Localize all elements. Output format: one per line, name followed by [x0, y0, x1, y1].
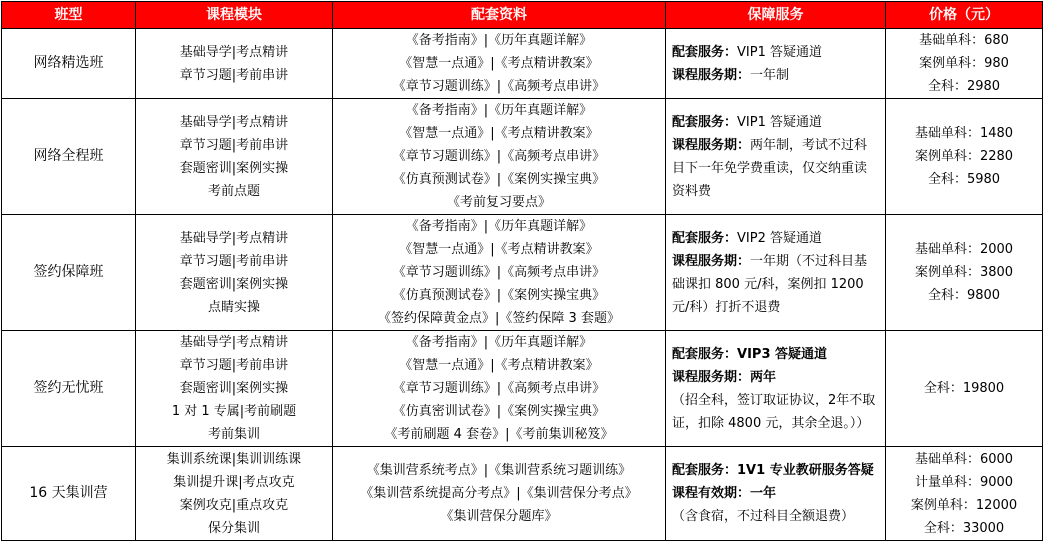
period-line [672, 482, 879, 505]
material-line: 《集训营系统考点》|《集训营系统习题训练》 [366, 463, 632, 478]
material-line: 《章节习题训练》|《高频考点串讲》 [392, 149, 606, 164]
service-value: VIP2 答疑通道 [737, 230, 822, 246]
period-label: 课程服务期： [672, 67, 751, 83]
price-cell [886, 99, 1043, 215]
module-line: 考前点题 [207, 183, 260, 199]
service-line [672, 41, 879, 64]
period-line [672, 250, 879, 319]
material-line: 《考前刷题 4 套卷》|《考前集训秘笈》 [384, 427, 614, 442]
material-line: 《备考指南》|《历年真题详解》 [405, 219, 593, 234]
course-pricing-table [1, 1, 1043, 541]
module-line: 章节习题|考前串讲 [179, 137, 289, 153]
material-line: 《考前复习要点》 [446, 195, 551, 210]
table-row [2, 215, 1043, 331]
module-line: 保分集训 [207, 520, 260, 536]
price-line: 计量单科：9000 [914, 474, 1014, 490]
price-line: 全科：9800 [927, 288, 1001, 303]
modules-cell [136, 29, 333, 99]
period-label: 课程服务期： [672, 369, 751, 385]
price-line: 全科：2980 [927, 79, 1001, 94]
material-line: 《备考指南》|《历年真题详解》 [405, 33, 593, 48]
service-value: VIP1 答疑通道 [737, 44, 822, 60]
service-cell [666, 29, 886, 99]
material-line: 《仿真预测试卷》|《案例实操宝典》 [392, 172, 606, 187]
modules-cell [136, 215, 333, 331]
material-line: 《备考指南》|《历年真题详解》 [405, 103, 593, 118]
price-line: 全科：5980 [927, 172, 1001, 187]
header-modules: 课程模块 [136, 2, 333, 29]
price-line: 案例单科：980 [919, 56, 1009, 71]
module-line: 套题密训|案例实操 [179, 160, 289, 176]
service-label: 配套服务： [672, 230, 738, 246]
table-row [2, 447, 1043, 541]
modules-cell [136, 331, 333, 447]
service-label: 配套服务： [672, 463, 738, 478]
class-name: 网络全程班 [2, 99, 136, 215]
module-line: 章节习题|考前串讲 [179, 358, 289, 373]
price-line: 全科：19800 [923, 381, 1005, 396]
period-note: （含食宿，不过科目全额退费） [672, 509, 855, 524]
price-cell [886, 331, 1043, 447]
material-line: 《智慧一点通》|《考点精讲教案》 [399, 358, 599, 373]
module-line: 1 对 1 专属|考前刷题 [171, 404, 297, 419]
service-label: 配套服务： [672, 114, 738, 130]
materials-cell [333, 215, 666, 331]
period-label: 课程服务期： [672, 253, 751, 269]
service-label: 配套服务： [672, 44, 738, 60]
header-service: 保障服务 [666, 2, 886, 29]
class-name: 签约无忧班 [2, 331, 136, 447]
module-line: 基础导学|考点精讲 [179, 230, 289, 246]
price-cell [886, 29, 1043, 99]
modules-cell [136, 99, 333, 215]
price-line: 基础单科：680 [919, 33, 1009, 48]
material-line: 《智慧一点通》|《考点精讲教案》 [399, 56, 599, 71]
materials-cell [333, 29, 666, 99]
module-line: 章节习题|考前串讲 [179, 67, 289, 83]
price-line: 案例单科：2280 [914, 149, 1014, 164]
material-line: 《备考指南》|《历年真题详解》 [405, 335, 593, 350]
module-line: 案例攻克|重点攻克 [179, 497, 289, 513]
period-value: 两年 [750, 369, 777, 385]
material-line: 《仿真预测试卷》|《案例实操宝典》 [392, 288, 606, 303]
service-line [672, 459, 879, 482]
header-row [2, 2, 1043, 29]
service-cell [666, 331, 886, 447]
material-line: 《章节习题训练》|《高频考点串讲》 [392, 79, 606, 94]
module-line: 套题密训|案例实操 [179, 381, 289, 396]
price-line: 基础单科：6000 [914, 451, 1014, 467]
material-line: 《签约保障黄金点》|《签约保障 3 套题》 [378, 311, 620, 326]
material-line: 《章节习题训练》|《高频考点串讲》 [392, 265, 606, 280]
module-line: 考前集训 [207, 427, 260, 442]
period-line [672, 366, 879, 389]
class-name: 16 天集训营 [2, 447, 136, 541]
service-value: 1V1 专业教研服务答疑 [737, 463, 874, 478]
price-line: 基础单科：1480 [914, 126, 1014, 141]
material-line: 《仿真密训试卷》|《案例实操宝典》 [392, 404, 606, 419]
period-value: 一年制 [750, 67, 790, 83]
period-line [672, 134, 879, 203]
material-line: 《集训营保分题库》 [440, 509, 558, 524]
table-row [2, 99, 1043, 215]
module-line: 集训提升课|考点攻克 [173, 474, 295, 490]
service-value: VIP1 答疑通道 [737, 114, 822, 130]
module-line: 基础导学|考点精讲 [179, 335, 289, 350]
price-line: 全科：33000 [923, 520, 1005, 536]
period-label: 课程服务期： [672, 137, 751, 153]
material-line: 《智慧一点通》|《考点精讲教案》 [399, 242, 599, 257]
material-line: 《智慧一点通》|《考点精讲教案》 [399, 126, 599, 141]
period-value: 一年 [750, 486, 777, 501]
module-line: 套题密训|案例实操 [179, 276, 289, 292]
period-line [672, 64, 879, 87]
module-line: 集训系统课|集训训练课 [166, 451, 302, 467]
materials-cell [333, 99, 666, 215]
table-row [2, 29, 1043, 99]
header-materials: 配套资料 [333, 2, 666, 29]
price-cell [886, 447, 1043, 541]
price-line: 基础单科：2000 [914, 242, 1014, 257]
header-price: 价格（元） [886, 2, 1043, 29]
period-note: （招全科，签订取证协议，2年不取证，扣除 4800 元，其余全退。）） [672, 392, 876, 431]
module-line: 点睛实操 [207, 299, 260, 315]
service-label: 配套服务： [672, 346, 738, 362]
module-line: 基础导学|考点精讲 [179, 44, 289, 60]
period-value: 两年制，考试不过科目下一年免学费重读，仅交纳重读资料费 [672, 137, 868, 199]
materials-cell [333, 331, 666, 447]
modules-cell [136, 447, 333, 541]
price-cell [886, 215, 1043, 331]
material-line: 《集训营系统提高分考点》|《集训营保分考点》 [360, 486, 638, 501]
module-line: 章节习题|考前串讲 [179, 253, 289, 269]
table-row [2, 331, 1043, 447]
service-cell [666, 447, 886, 541]
period-value: 一年期（不过科目基础课扣 800 元/科，案例扣 1200 元/科）打折不退费 [672, 253, 868, 315]
materials-cell [333, 447, 666, 541]
material-line: 《章节习题训练》|《高频考点串讲》 [392, 381, 606, 396]
service-cell [666, 99, 886, 215]
service-value: VIP3 答疑通道 [737, 346, 828, 362]
service-line [672, 343, 879, 366]
module-line: 基础导学|考点精讲 [179, 114, 289, 130]
service-cell [666, 215, 886, 331]
class-name: 网络精选班 [2, 29, 136, 99]
price-line: 案例单科：12000 [910, 497, 1018, 513]
class-name: 签约保障班 [2, 215, 136, 331]
price-line: 案例单科：3800 [914, 265, 1014, 280]
service-line [672, 111, 879, 134]
service-line [672, 227, 879, 250]
header-class-type: 班型 [2, 2, 136, 29]
period-label: 课程有效期： [672, 486, 751, 501]
